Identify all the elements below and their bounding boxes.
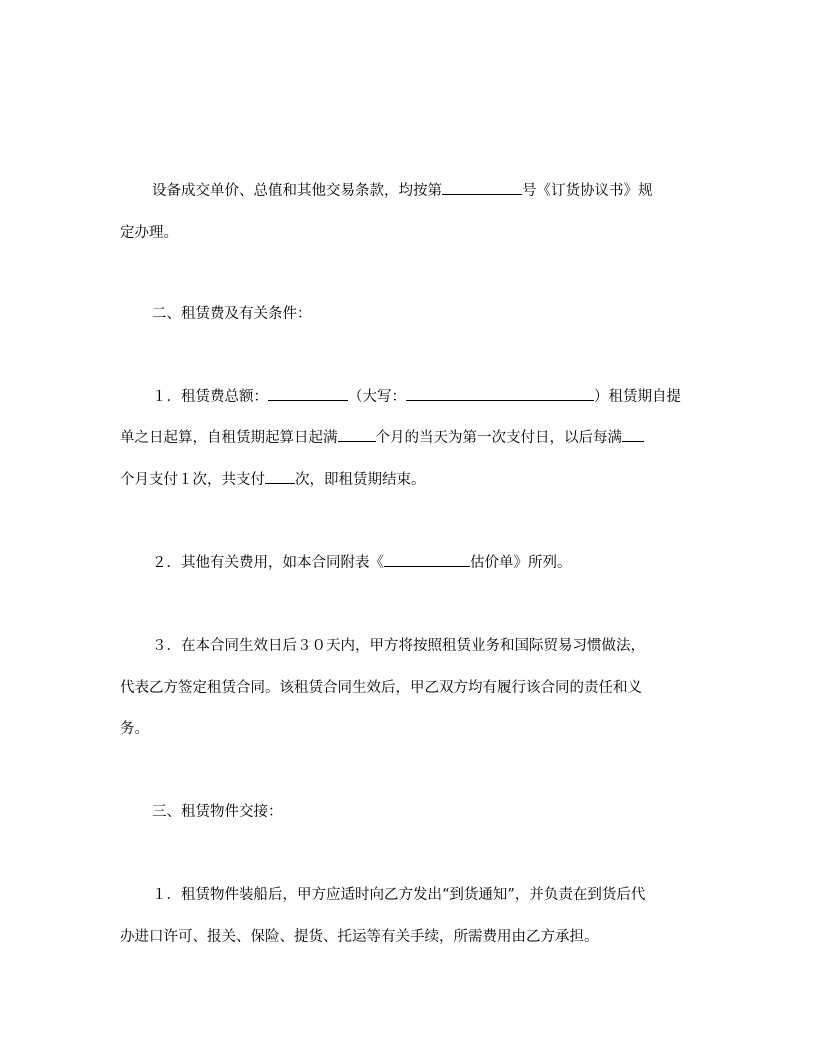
- paragraph-4-line-1: ３．在本合同生效日后３０天内，甲方将按照租赁业务和国际贸易习惯做法，: [152, 638, 645, 654]
- paragraph-4-line-3: 务。: [120, 721, 149, 737]
- paragraph-3-line-1: [152, 551, 696, 575]
- fill-blank-interval-months[interactable]: [622, 426, 644, 442]
- text: （大写：: [348, 389, 406, 405]
- text: 个月支付１次，共支付: [120, 472, 265, 488]
- text: 号《订货协议书》规: [522, 183, 653, 199]
- fill-blank-appendix-name[interactable]: [384, 551, 470, 567]
- fill-blank-rent-total[interactable]: [268, 385, 348, 401]
- paragraph-5-line-2: 办进口许可、报关、保险、提货、托运等有关手续，所需费用由乙方承担。: [120, 929, 599, 945]
- paragraph-1-line-1: [152, 179, 696, 203]
- fill-blank-rent-total-uppercase[interactable]: [406, 385, 594, 401]
- text: 次，即租赁期结束。: [295, 472, 426, 488]
- text: 个月的当天为第一次支付日，以后每满: [375, 430, 622, 446]
- paragraph-1-line-2: 定办理。: [120, 225, 178, 241]
- text: ）租赁期自提: [594, 389, 681, 405]
- paragraph-2-line-2: [120, 426, 696, 450]
- section-heading-2: 二、租赁费及有关条件：: [152, 306, 312, 322]
- paragraph-5-line-1: １．租赁物件装船后，甲方应适时向乙方发出“到货通知”，并负责在到货后代: [152, 887, 646, 903]
- fill-blank-order-number[interactable]: [442, 179, 522, 195]
- paragraph-4-line-2: 代表乙方签定租赁合同。该租赁合同生效后，甲乙双方均有履行该合同的责任和义: [120, 680, 642, 696]
- text: 设备成交单价、总值和其他交易条款，均按第: [152, 183, 442, 199]
- paragraph-2-line-3: [120, 468, 696, 492]
- fill-blank-first-months[interactable]: [338, 426, 376, 442]
- text: １．租赁费总额：: [152, 389, 268, 405]
- text: ２．其他有关费用，如本合同附表《: [152, 555, 384, 571]
- text: 单之日起算，自租赁期起算日起满: [120, 430, 338, 446]
- fill-blank-payment-count[interactable]: [265, 468, 295, 484]
- text: 估价单》所列。: [470, 555, 572, 571]
- section-heading-3: 三、租赁物件交接：: [152, 804, 283, 820]
- paragraph-2-line-1: [152, 385, 696, 409]
